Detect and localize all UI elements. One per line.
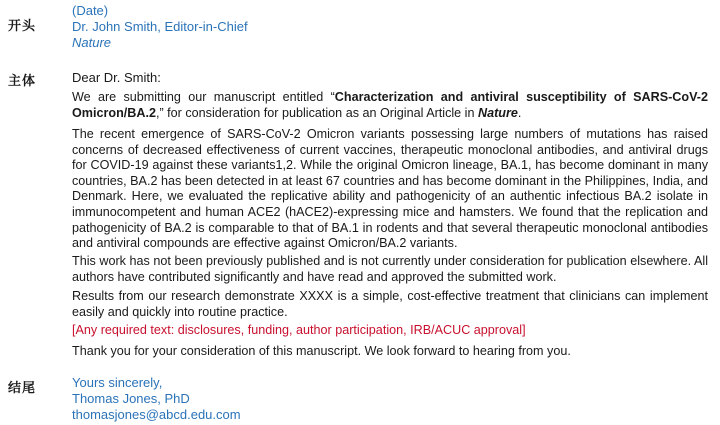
section-label-closing: 结尾 — [8, 381, 37, 396]
journal-name-inline: Nature — [478, 105, 518, 120]
recipient-line: Dr. John Smith, Editor-in-Chief — [72, 19, 248, 34]
salutation: Dear Dr. Smith: — [72, 70, 161, 85]
author-email: thomasjones@abcd.edu.com — [72, 407, 241, 422]
date-line: (Date) — [72, 3, 109, 18]
p1-period: . — [517, 105, 522, 120]
paragraph-required-text: [Any required text: disclosures, funding, author participation, IRB/ACUC approval] — [72, 323, 526, 337]
p1-end-text: ,” for consideration for publication as an Original Article in — [155, 105, 478, 120]
paragraph-submission — [72, 90, 708, 121]
journal-line: Nature — [72, 35, 112, 50]
p1-start-text: We are submitting our manuscript entitled “ — [72, 90, 335, 104]
paragraph-background: The recent emergence of SARS-CoV-2 Omicron variants possessing large numbers of mutations has raised concerns of decreased effectiveness of current vaccines, therapeutic monoclonal antibodies, and antiviral drugs for COVID-19 against these variants1,2. While the original Omicron lineage, BA.1, has become dominant in many countries, BA.2 has been detected in at least 67 countries and has become dominant in the Philippines, India, and Denmark. Here, we evaluated the replicative ability and pathogenicity of an authentic infectious BA.2 isolate in immunocompetent and human ACE2 (hACE2)-expressing mice and hamsters. We found that the replication and pathogenicity of BA.2 is comparable to that of BA.1 in rodents and that several therapeutic monoclonal antibodies and antiviral compounds are effective against Omicron/BA.2 variants. — [72, 127, 708, 251]
paragraph-results: Results from our research demonstrate XXXX is a simple, cost-effective treatment that clinicians can implement easily and quickly into routine practice. — [72, 289, 708, 319]
signoff-line: Yours sincerely, — [72, 375, 163, 390]
paragraph-originality: This work has not been previously published and is not currently under consideration for publication elsewhere. All authors have contributed significantly and have read and approved the submitted work. — [72, 254, 708, 284]
paragraph-thanks: Thank you for your consideration of this manuscript. We look forward to hearing from you. — [72, 344, 571, 358]
section-label-body: 主体 — [8, 74, 37, 89]
section-label-opening: 开头 — [8, 19, 37, 34]
author-name: Thomas Jones, PhD — [72, 391, 190, 406]
manuscript-title: Characterization and antiviral susceptibility of SARS-CoV-2 Omicron/BA.2 — [72, 90, 708, 120]
